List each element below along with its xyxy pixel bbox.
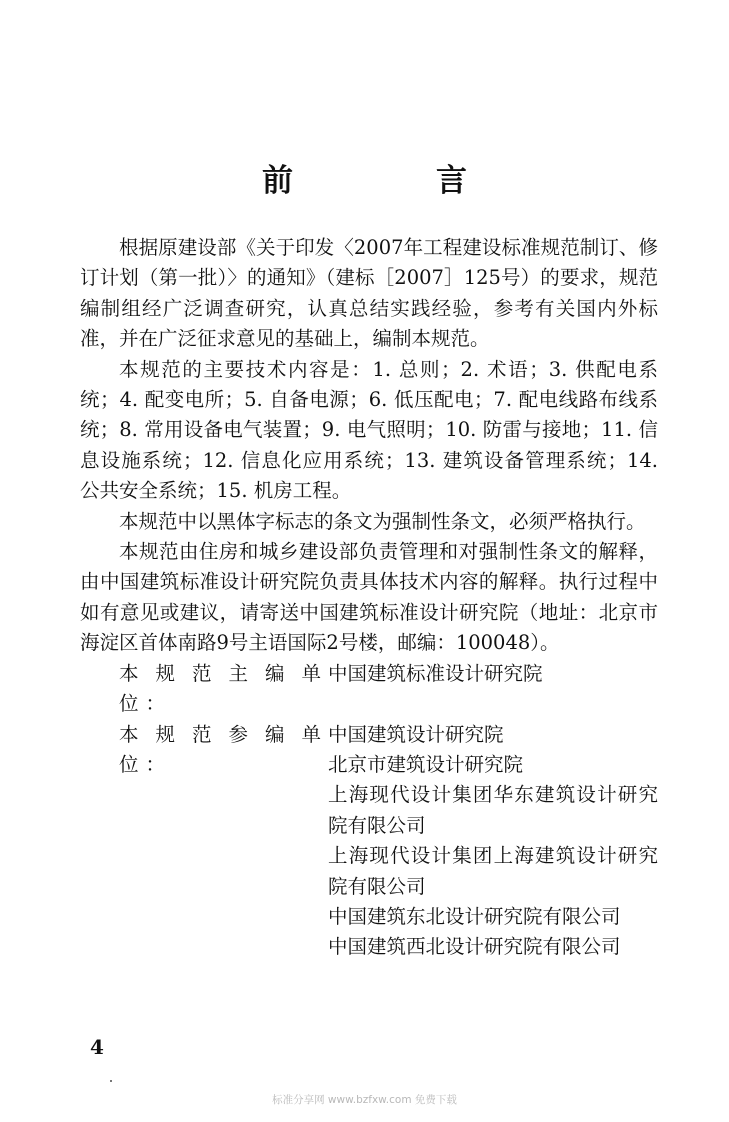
participating-unit: 上海现代设计集团华东建筑设计研究院有限公司	[328, 783, 658, 837]
participating-units-label: 本规范参编单位：	[119, 722, 328, 776]
chief-unit-value: 中国建筑标准设计研究院	[328, 661, 543, 685]
page-number: 4	[90, 1035, 104, 1059]
participating-unit: 北京市建筑设计研究院	[328, 752, 524, 776]
chief-unit-row	[119, 659, 658, 720]
participating-units-list	[328, 720, 658, 963]
participating-unit: 上海现代设计集团上海建筑设计研究院有限公司	[328, 844, 658, 898]
document-body	[80, 233, 658, 963]
participating-unit: 中国建筑西北设计研究院有限公司	[328, 935, 621, 959]
page-title: 前 言	[262, 163, 523, 199]
paragraph-management: 本规范由住房和城乡建设部负责管理和对强制性条文的解释，由中国建筑标准设计研究院负责具体技术内容的解释。执行过程中如有意见或建议，请寄送中国建筑标准设计研究院（地址：北京市海淀区首体南路9号主语国际2号楼，邮编：100048）。	[80, 540, 658, 655]
paragraph-contents: 本规范的主要技术内容是：1. 总则；2. 术语；3. 供配电系统；4. 配变电所；5. 自备电源；6. 低压配电；7. 配电线路布线系统；8. 常用设备电气装置；9. 电气照明；10. 防雷与接地；11. 信息设施系统；12. 信息化应用系统；13. 建筑设备管理系统；14. 公共安全系统；15. 机房工程。	[80, 357, 658, 503]
paragraph-mandatory: 本规范中以黑体字标志的条文为强制性条文，必须严格执行。	[119, 509, 646, 533]
watermark: 标准分享网 www.bzfxw.com 免费下载	[272, 1094, 457, 1106]
chief-unit-label: 本规范主编单位：	[119, 661, 328, 716]
paragraph-basis: 根据原建设部《关于印发〈2007年工程建设标准规范制订、修订计划（第一批）〉的通知》（建标［2007］125号）的要求，规范编制组经广泛调查研究，认真总结实践经验，参考有关国内外标准，并在广泛征求意见的基础上，编制本规范。	[80, 236, 658, 351]
participating-unit: 中国建筑设计研究院	[328, 722, 504, 746]
participating-unit: 中国建筑东北设计研究院有限公司	[328, 904, 621, 928]
participating-units-row	[119, 720, 658, 963]
scan-speck	[110, 1080, 112, 1082]
